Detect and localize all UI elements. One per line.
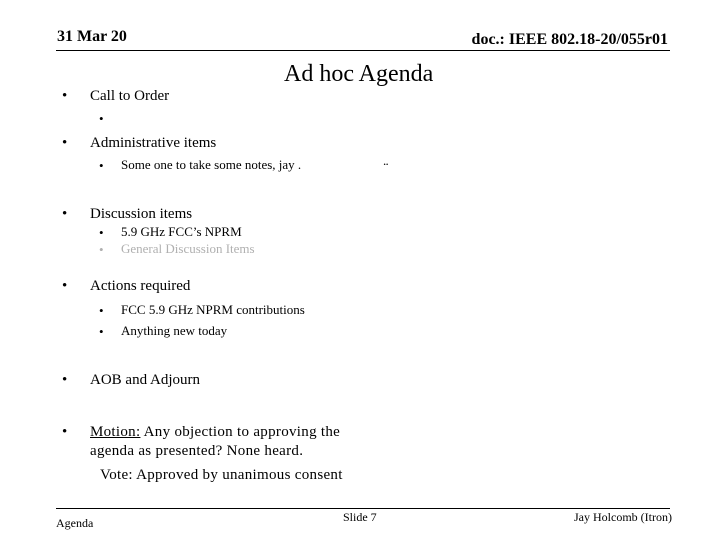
sub-bullet: •: [99, 158, 104, 173]
sub-bullet: •: [99, 225, 104, 240]
header-doc-id: doc.: IEEE 802.18-20/055r01: [471, 31, 668, 48]
sub-bullet: •: [99, 324, 104, 339]
sub-bullet: •: [99, 111, 104, 126]
item-actions-contributions: FCC 5.9 GHz NPRM contributions: [121, 302, 305, 317]
bullet: •: [62, 278, 68, 294]
header-date: 31 Mar 20: [57, 28, 127, 45]
sub-bullet: •: [99, 242, 104, 257]
item-admin-notes: Some one to take some notes, jay .: [121, 157, 302, 172]
bullet: •: [62, 135, 68, 151]
item-administrative: Administrative items: [90, 135, 217, 151]
bullet: •: [62, 206, 68, 222]
bullet: •: [62, 88, 68, 104]
item-vote: Vote: Approved by unanimous consent: [100, 467, 343, 483]
motion-label: Motion:: [90, 424, 141, 440]
bullet: •: [62, 372, 68, 388]
footer-rule: [56, 508, 670, 509]
item-actions: Actions required: [90, 278, 191, 294]
header-rule: [56, 50, 670, 51]
item-actions-new: Anything new today: [121, 323, 228, 338]
motion-text: Any objection to approving the: [140, 424, 341, 440]
item-discussion-general: General Discussion Items: [121, 241, 255, 256]
item-discussion-nprm: 5.9 GHz FCC’s NPRM: [121, 224, 242, 239]
footer-slide-number: Slide 7: [343, 510, 377, 524]
stray-dots: . .: [383, 153, 387, 168]
item-motion-line2: agenda as presented? None heard.: [90, 443, 304, 459]
sub-bullet: •: [99, 303, 104, 318]
item-motion-line1: [90, 424, 340, 441]
footer-left: Agenda: [56, 516, 94, 530]
item-aob: AOB and Adjourn: [90, 372, 200, 388]
item-discussion: Discussion items: [90, 206, 193, 222]
footer-author: Jay Holcomb (Itron): [574, 510, 672, 524]
slide-title: Ad hoc Agenda: [284, 61, 434, 87]
item-call-to-order: Call to Order: [90, 88, 170, 104]
bullet: •: [62, 424, 68, 440]
